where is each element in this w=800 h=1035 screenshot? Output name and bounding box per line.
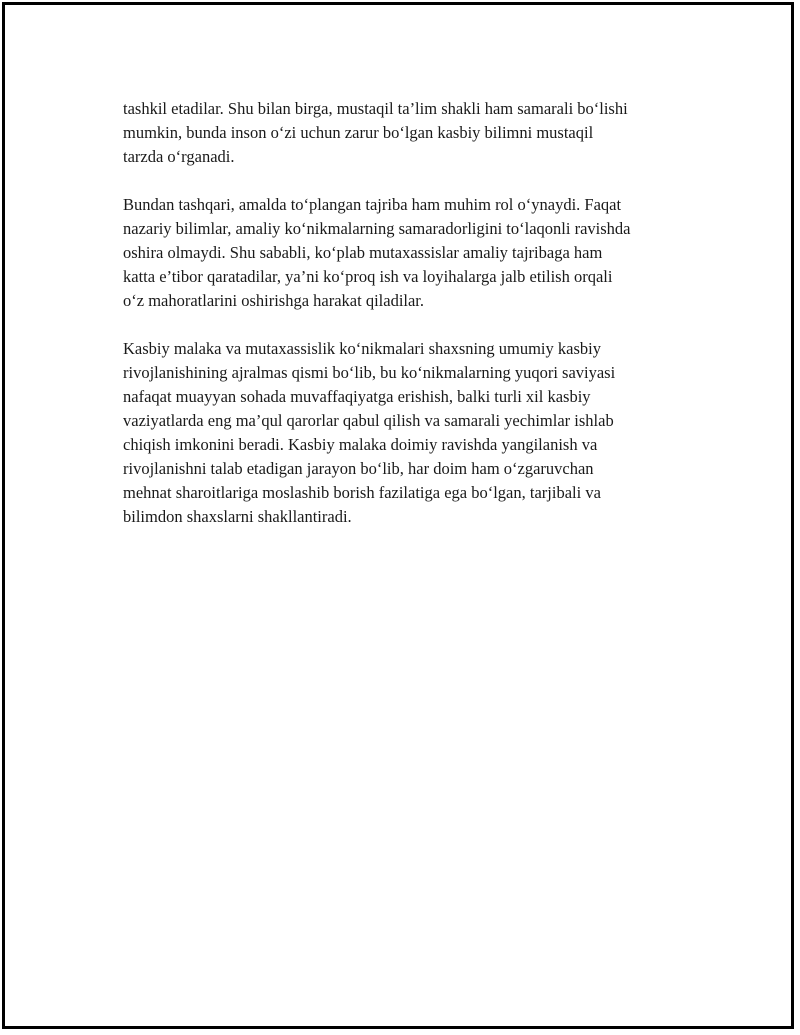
text-line: tashkil etadilar. Shu bilan birga, mustaqil ta’lim shakli ham samarali bo‘lishi xyxy=(123,99,628,118)
paragraph-3 xyxy=(123,337,683,529)
text-line: o‘z mahoratlarini oshirishga harakat qiladilar. xyxy=(123,291,425,310)
text-line: vaziyatlarda eng ma’qul qarorlar qabul qilish va samarali yechimlar ishlab xyxy=(123,411,614,430)
text-line: mumkin, bunda inson o‘zi uchun zarur bo‘lgan kasbiy bilimni mustaqil xyxy=(123,123,594,142)
text-line: rivojlanishni talab etadigan jarayon bo‘lib, har doim ham o‘zgaruvchan xyxy=(123,459,594,478)
text-line: oshira olmaydi. Shu sababli, ko‘plab mutaxassislar amaliy tajribaga ham xyxy=(123,243,603,262)
text-line: bilimdon shaxslarni shakllantiradi. xyxy=(123,507,352,526)
page xyxy=(2,2,794,1029)
text-line: nazariy bilimlar, amaliy ko‘nikmalarning samaradorligini to‘laqonli ravishda xyxy=(123,219,631,238)
text-line: chiqish imkonini beradi. Kasbiy malaka doimiy ravishda yangilanish va xyxy=(123,435,598,454)
document-body xyxy=(123,97,683,553)
text-line: Bundan tashqari, amalda to‘plangan tajriba ham muhim rol o‘ynaydi. Faqat xyxy=(123,195,622,214)
text-line: rivojlanishining ajralmas qismi bo‘lib, bu ko‘nikmalarning yuqori saviyasi xyxy=(123,363,616,382)
text-line: katta e’tibor qaratadilar, ya’ni ko‘proq ish va loyihalarga jalb etilish orqali xyxy=(123,267,613,286)
paragraph-1 xyxy=(123,97,683,169)
paragraph-2 xyxy=(123,193,683,313)
text-line: Kasbiy malaka va mutaxassislik ko‘nikmalari shaxsning umumiy kasbiy xyxy=(123,339,601,358)
text-line: mehnat sharoitlariga moslashib borish fazilatiga ega bo‘lgan, tarjibali va xyxy=(123,483,601,502)
text-line: tarzda o‘rganadi. xyxy=(123,147,235,166)
text-line: nafaqat muayyan sohada muvaffaqiyatga erishish, balki turli xil kasbiy xyxy=(123,387,591,406)
